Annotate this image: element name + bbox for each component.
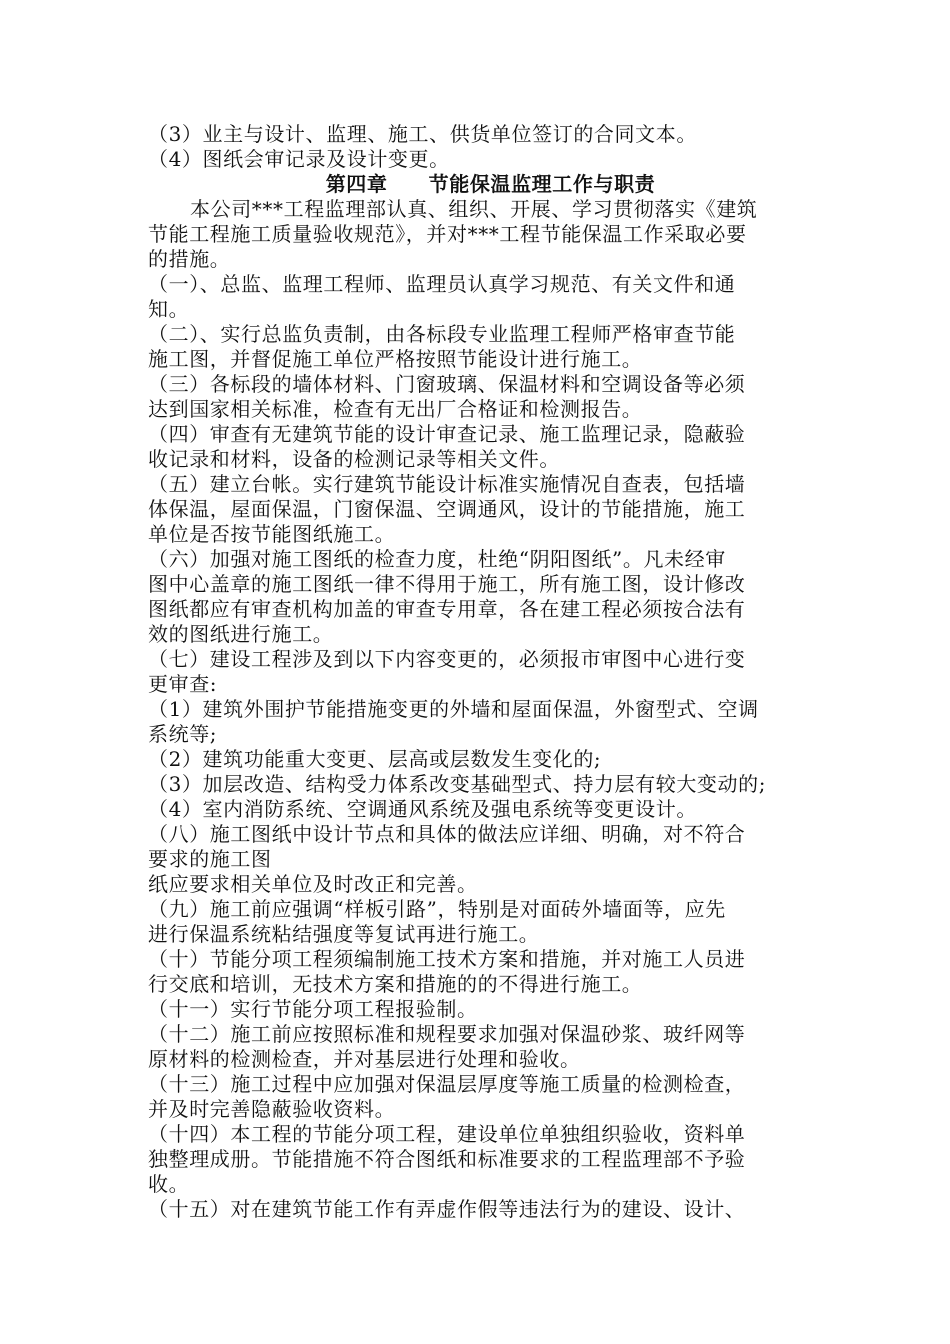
text-line: 系统等;: [148, 722, 218, 746]
text-line: （1）建筑外围护节能措施变更的外墙和屋面保温，外窗型式、空调: [148, 697, 759, 721]
text-line: 进行保温系统粘结强度等复试再进行施工。: [148, 922, 540, 946]
text-line: （十一）实行节能分项工程报验制。: [148, 997, 478, 1021]
text-line: 知。: [148, 297, 190, 321]
text-line: （4）室内消防系统、空调通风系统及强电系统等变更设计。: [148, 797, 697, 821]
text-line: （八）施工图纸中设计节点和具体的做法应详细、明确，对不符合: [148, 822, 746, 846]
text-line: （十）节能分项工程须编制施工技术方案和措施，并对施工人员进: [148, 947, 746, 971]
intro-first-line: 本公司***工程监理部认真、组织、开展、学习贯彻落实《建筑: [190, 197, 758, 221]
text-line: 达到国家相关标准，检查有无出厂合格证和检测报告。: [148, 397, 643, 421]
text-line: 效的图纸进行施工。: [148, 622, 334, 646]
text-line: 纸应要求相关单位及时改正和完善。: [148, 872, 478, 896]
chapter-heading: 第四章 节能保温监理工作与职责: [325, 172, 656, 196]
text-line: 图中心盖章的施工图纸一律不得用于施工，所有施工图，设计修改: [148, 572, 746, 596]
text-line: （2）建筑功能重大变更、层高或层数发生变化的;: [148, 747, 602, 771]
text-line: （十五）对在建筑节能工作有弄虚作假等违法行为的建设、设计、: [148, 1197, 746, 1221]
text-line: （一）、总监、监理工程师、监理员认真学习规范、有关文件和通: [148, 272, 736, 296]
text-line: （三）各标段的墙体材料、门窗玻璃、保温材料和空调设备等必须: [148, 372, 746, 396]
text-line: （十四）本工程的节能分项工程，建设单位单独组织验收，资料单: [148, 1122, 746, 1146]
text-line: （3）加层改造、结构受力体系改变基础型式、持力层有较大变动的;: [148, 772, 767, 796]
body-lines: [148, 222, 823, 1222]
document-body: [148, 122, 823, 1222]
text-line: （四）审查有无建筑节能的设计审查记录、施工监理记录，隐蔽验: [148, 422, 746, 446]
text-line: 单位是否按节能图纸施工。: [148, 522, 396, 546]
text-line: （七）建设工程涉及到以下内容变更的，必须报市审图中心进行变: [148, 647, 746, 671]
text-line: 施工图，并督促施工单位严格按照节能设计进行施工。: [148, 347, 643, 371]
text-line: 原材料的检测检查，并对基层进行处理和验收。: [148, 1047, 581, 1071]
text-line: （五）建立台帐。实行建筑节能设计标准实施情况自查表，包括墙: [148, 472, 746, 496]
text-line: 要求的施工图: [148, 847, 272, 871]
text-line: （十二）施工前应按照标准和规程要求加强对保温砂浆、玻纤网等: [148, 1022, 746, 1046]
text-line: 收。: [148, 1172, 190, 1196]
text-line: 收记录和材料，设备的检测记录等相关文件。: [148, 447, 560, 471]
text-line: 更审查:: [148, 672, 218, 696]
text-line: （十三）施工过程中应加强对保温层厚度等施工质量的检测检查，: [148, 1072, 746, 1096]
text-line: （3）业主与设计、监理、施工、供货单位签订的合同文本。: [148, 122, 697, 146]
text-line: （六）加强对施工图纸的检查力度，杜绝“阴阳图纸”。凡未经审: [148, 547, 726, 571]
text-line: 独整理成册。节能措施不符合图纸和标准要求的工程监理部不予验: [148, 1147, 746, 1171]
text-line: （二）、实行总监负责制，由各标段专业监理工程师严格审查节能: [148, 322, 736, 346]
text-line: 的措施。: [148, 247, 231, 271]
text-line: 节能工程施工质量验收规范》，并对***工程节能保温工作采取必要: [148, 222, 747, 246]
text-line: 并及时完善隐蔽验收资料。: [148, 1097, 396, 1121]
text-line: （4）图纸会审记录及设计变更。: [148, 147, 450, 171]
text-line: 行交底和培训，无技术方案和措施的的不得进行施工。: [148, 972, 643, 996]
text-line: （九）施工前应强调“样板引路”，特别是对面砖外墙面等，应先: [148, 897, 726, 921]
text-line: 体保温，屋面保温，门窗保温、空调通风，设计的节能措施，施工: [148, 497, 746, 521]
text-line: 图纸都应有审查机构加盖的审查专用章，各在建工程必须按合法有: [148, 597, 746, 621]
